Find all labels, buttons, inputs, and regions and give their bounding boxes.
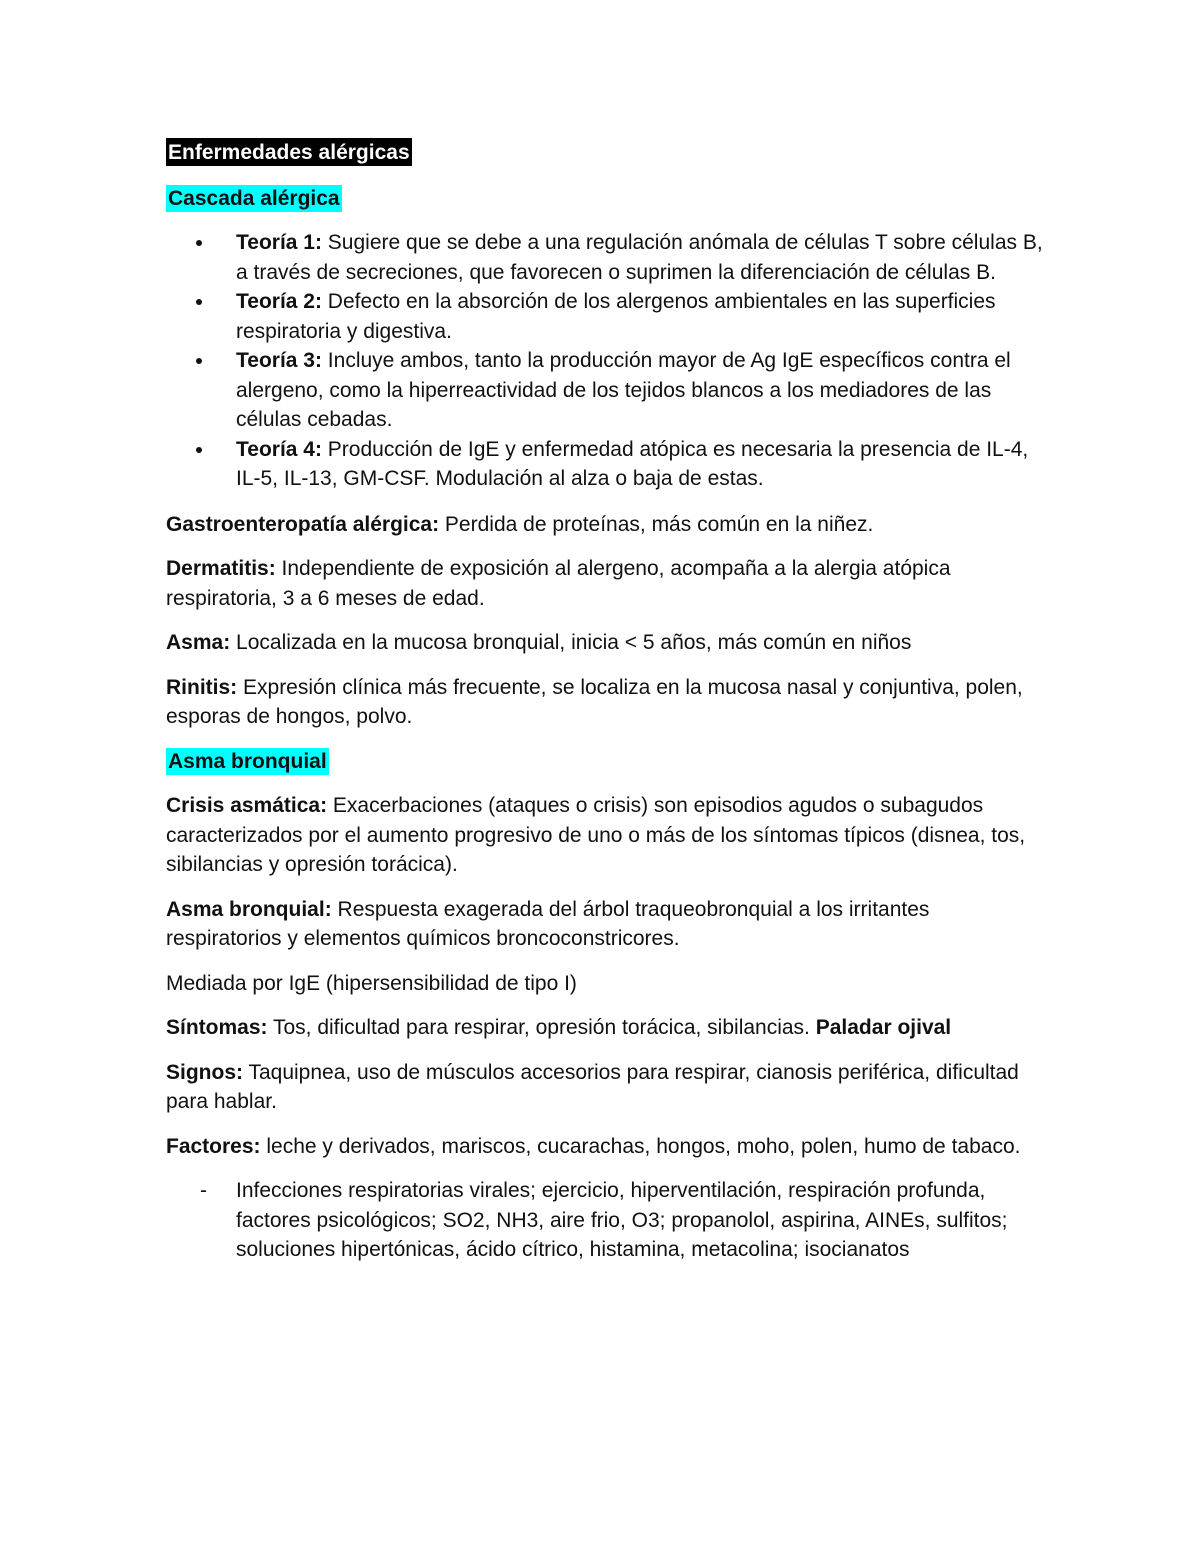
section-heading-cascada: Cascada alérgica — [168, 186, 340, 210]
term-label: Crisis asmática: — [166, 794, 328, 817]
paragraph-gastroenteropatia — [166, 510, 1046, 540]
section-heading-asma-bronquial: Asma bronquial — [168, 749, 327, 773]
term-text: Taquipnea, uso de músculos accesorios para respirar, cianosis periférica, dificultad para hablar. — [166, 1060, 1019, 1113]
term-label: Gastroenteropatía alérgica: — [166, 512, 440, 536]
theory-list — [166, 228, 1046, 494]
theory-label: Teoría 1: — [236, 231, 322, 254]
term-emphasis: Paladar ojival — [815, 1016, 952, 1039]
paragraph-asma-bronquial — [166, 895, 1046, 954]
theory-text: Producción de IgE y enfermedad atópica es necesaria la presencia de IL-4, IL-5, IL-13, GM-CSF. Modulación al alza o baja de estas. — [236, 437, 1029, 490]
paragraph-dermatitis — [166, 554, 1046, 613]
factors-list — [166, 1176, 1046, 1265]
term-label: Dermatitis: — [166, 557, 276, 580]
term-label: Signos: — [166, 1060, 243, 1084]
term-text: Respuesta exagerada del árbol traqueobronquial a los irritantes respiratorios y elementos químicos broncoconstricores. — [166, 897, 930, 950]
term-text: leche y derivados, mariscos, cucarachas, hongos, moho, polen, humo de tabaco. — [260, 1134, 1021, 1158]
term-text: Exacerbaciones (ataques o crisis) son episodios agudos o subagudos caracterizados por el aumento progresivo de uno o más de los síntomas típicos (disnea, tos, sibilancias y opresión torácica). — [166, 794, 1026, 876]
paragraph-crisis — [166, 791, 1046, 880]
bullet-icon — [196, 299, 202, 305]
term-text: Perdida de proteínas, más común en la niñez. — [439, 512, 874, 536]
paragraph-mediada: Mediada por IgE (hipersensibilidad de tipo I) — [166, 971, 577, 995]
paragraph-rinitis — [166, 673, 1046, 732]
theory-text: Sugiere que se debe a una regulación anómala de células T sobre células B, a través de secreciones, que favorecen o suprimen la diferenciación de células B. — [236, 231, 1043, 284]
list-item — [166, 287, 1046, 346]
theory-label: Teoría 3: — [236, 349, 322, 372]
list-item — [166, 435, 1046, 494]
theory-label: Teoría 4: — [236, 437, 322, 461]
term-text: Expresión clínica más frecuente, se localiza en la mucosa nasal y conjuntiva, polen, esporas de hongos, polvo. — [166, 675, 1023, 728]
bullet-icon — [196, 240, 202, 246]
term-label: Factores: — [166, 1134, 261, 1158]
bullet-icon — [196, 358, 202, 364]
theory-text: Incluye ambos, tanto la producción mayor de Ag IgE específicos contra el alergeno, como la hiperreactividad de los tejidos blancos a los mediadores de las células cebadas. — [236, 349, 1011, 431]
term-label: Rinitis: — [166, 675, 238, 699]
paragraph-signos — [166, 1058, 1046, 1117]
list-item — [166, 228, 1046, 287]
list-item — [166, 346, 1046, 435]
theory-label: Teoría 2: — [236, 290, 322, 313]
list-item — [166, 1176, 1046, 1265]
term-text: Independiente de exposición al alergeno, acompaña a la alergia atópica respiratoria, 3 a 6 meses de edad. — [166, 557, 951, 610]
term-label: Síntomas: — [166, 1016, 268, 1039]
paragraph-factores — [166, 1132, 1046, 1162]
bullet-icon — [196, 447, 202, 453]
paragraph-asma — [166, 628, 1046, 658]
list-item-text: Infecciones respiratorias virales; ejercicio, hiperventilación, respiración profunda, factores psicológicos; SO2, NH3, aire frio, O3; propanolol, aspirina, AINEs, sulfitos; soluciones hipertónicas, ácido cítrico, histamina, metacolina; isocianatos — [236, 1179, 1008, 1261]
paragraph-sintomas — [166, 1013, 1046, 1043]
term-label: Asma: — [166, 631, 231, 654]
theory-text: Defecto en la absorción de los alergenos ambientales en las superficies respiratoria y digestiva. — [236, 290, 996, 343]
document-title: Enfermedades alérgicas — [166, 138, 412, 166]
document-body — [166, 138, 1046, 1265]
term-text: Tos, dificultad para respirar, opresión torácica, sibilancias. — [267, 1016, 816, 1039]
term-text: Localizada en la mucosa bronquial, inicia < 5 años, más común en niños — [230, 631, 912, 654]
dash-marker: - — [200, 1179, 207, 1202]
term-label: Asma bronquial: — [166, 897, 332, 921]
